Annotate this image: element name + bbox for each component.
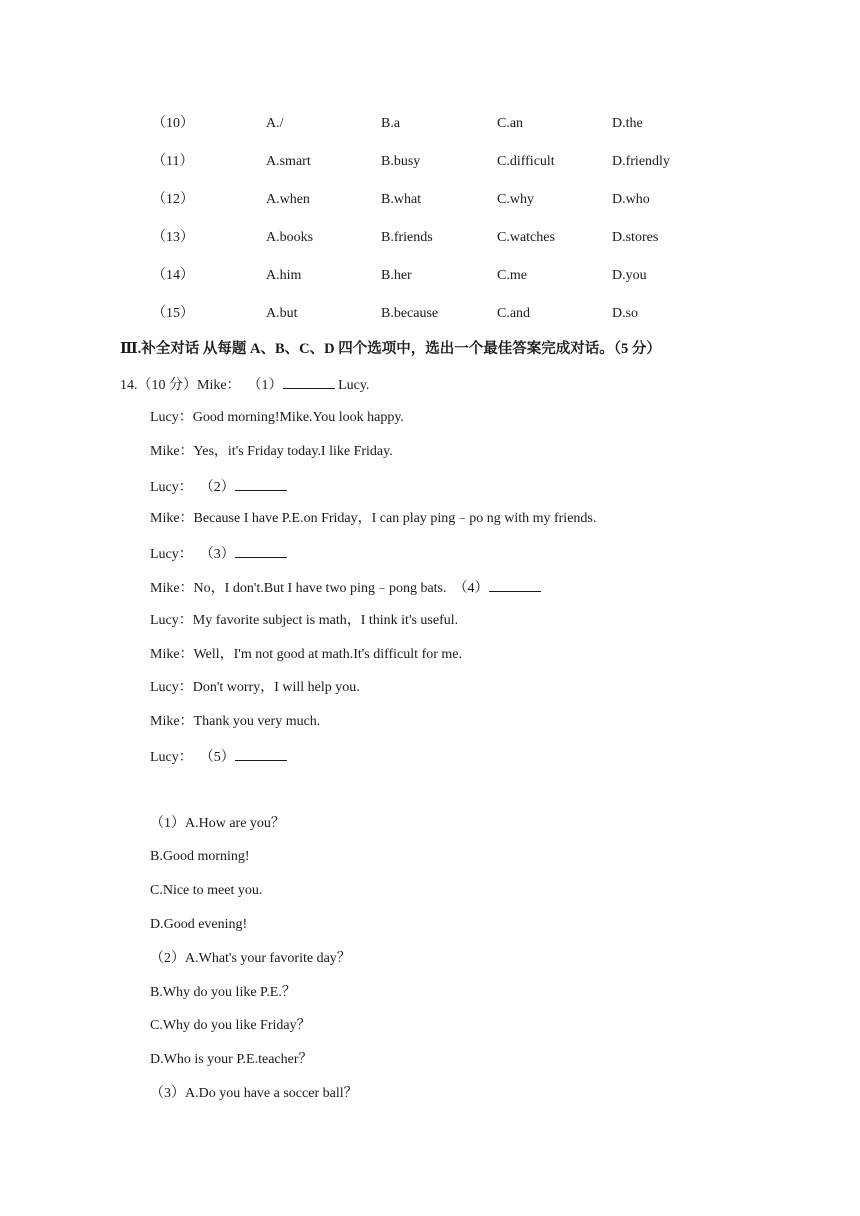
dialogue-text: Lucy： （3） <box>150 547 235 562</box>
option-c: C.watches <box>497 230 555 245</box>
dialogue-line <box>150 645 462 665</box>
dialogue-line <box>150 611 458 631</box>
choice-line: （1）A.How are you？ <box>150 816 285 831</box>
dialogue-text: Mike：No，I don't.But I have two ping﹣pong bats. （4） <box>150 581 489 596</box>
option-a: A.him <box>266 268 302 283</box>
option-d: D.so <box>612 306 639 321</box>
dialogue-line <box>150 509 596 529</box>
choice-line: （2）A.What's your favorite day？ <box>150 951 351 966</box>
choice-line: （3）A.Do you have a soccer ball？ <box>150 1086 358 1101</box>
dialogue-line <box>150 543 287 565</box>
option-d: D.you <box>612 268 647 283</box>
dialogue-line <box>150 746 287 768</box>
option-number: （10） <box>152 116 194 131</box>
option-row-13 <box>0 228 860 248</box>
choice-line: B.Why do you like P.E.？ <box>150 985 296 1000</box>
option-c: C.why <box>497 192 534 207</box>
option-number: （13） <box>152 230 194 245</box>
dialogue-line <box>150 476 287 498</box>
answer-blank <box>283 374 335 389</box>
option-b: B.a <box>381 116 401 131</box>
option-d: D.the <box>612 116 643 131</box>
question-prefix: 14.（10 分）Mike： （1） <box>120 378 283 393</box>
option-row-11 <box>0 152 860 172</box>
option-b: B.what <box>381 192 422 207</box>
option-a: A.smart <box>266 154 311 169</box>
dialogue-text: Lucy：My favorite subject is math，I think it's useful. <box>150 613 459 628</box>
answer-blank <box>235 476 287 491</box>
choice-line: B.Good morning! <box>150 849 250 864</box>
answer-blank <box>235 543 287 558</box>
option-row-10 <box>0 114 860 134</box>
dialogue-line <box>150 712 320 732</box>
question-suffix: Lucy. <box>334 378 370 393</box>
option-a: A.when <box>266 192 310 207</box>
choice-line: C.Why do you like Friday？ <box>150 1018 311 1033</box>
option-d: D.who <box>612 192 650 207</box>
option-number: （11） <box>152 154 194 169</box>
option-row-12 <box>0 190 860 210</box>
option-b: B.because <box>381 306 439 321</box>
option-c: C.an <box>497 116 524 131</box>
choice-line: C.Nice to meet you. <box>150 883 263 898</box>
option-b: B.her <box>381 268 412 283</box>
choice-line: D.Who is your P.E.teacher？ <box>150 1052 313 1067</box>
option-b: B.busy <box>381 154 421 169</box>
dialogue-line <box>150 408 404 428</box>
dialogue-text: Lucy：Don't worry，I will help you. <box>150 680 360 695</box>
question-14-line <box>120 374 369 396</box>
dialogue-line <box>150 442 393 462</box>
option-c: C.me <box>497 268 527 283</box>
option-d: D.stores <box>612 230 659 245</box>
option-a: A./ <box>266 116 284 131</box>
option-c: C.and <box>497 306 531 321</box>
dialogue-text: Mike：Because I have P.E.on Friday，I can play ping﹣po ng with my friends. <box>150 511 597 526</box>
option-c: C.difficult <box>497 154 555 169</box>
option-number: （14） <box>152 268 194 283</box>
option-number: （15） <box>152 306 194 321</box>
option-number: （12） <box>152 192 194 207</box>
dialogue-text: Mike：Thank you very much. <box>150 714 321 729</box>
dialogue-text: Mike：Yes，it's Friday today.I like Friday. <box>150 444 393 459</box>
choice-line: D.Good evening! <box>150 917 248 932</box>
dialogue-text: Lucy： （5） <box>150 750 235 765</box>
option-row-15 <box>0 304 860 324</box>
option-a: A.but <box>266 306 298 321</box>
answer-blank <box>235 746 287 761</box>
dialogue-text: Lucy：Good morning!Mike.You look happy. <box>150 410 404 425</box>
option-row-14 <box>0 266 860 286</box>
option-d: D.friendly <box>612 154 670 169</box>
dialogue-line <box>150 678 360 698</box>
dialogue-text: Lucy： （2） <box>150 480 235 495</box>
option-a: A.books <box>266 230 314 245</box>
dialogue-line <box>150 577 541 599</box>
section-heading: Ⅲ.补全对话 从每题 A、B、C、D 四个选项中，选出一个最佳答案完成对话。（5 分） <box>120 341 661 357</box>
dialogue-text: Mike：Well，I'm not good at math.It's difficult for me. <box>150 647 462 662</box>
answer-blank <box>489 577 541 592</box>
option-b: B.friends <box>381 230 433 245</box>
